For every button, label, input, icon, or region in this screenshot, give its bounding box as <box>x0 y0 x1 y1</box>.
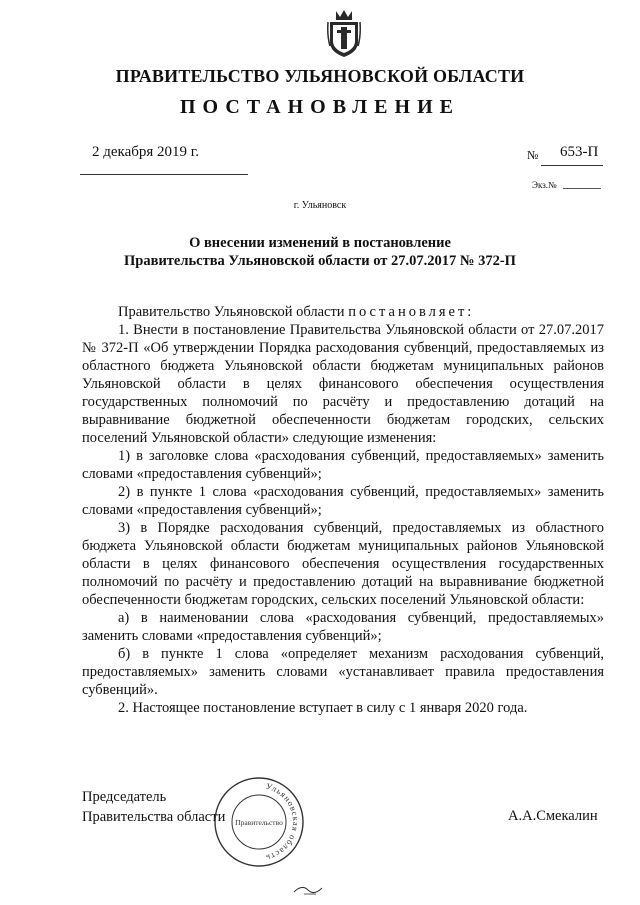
number-sign: № <box>527 148 539 162</box>
copy-number-underline <box>563 188 601 189</box>
position-line-1: Председатель <box>82 789 167 805</box>
paragraph-1: 1. Внести в постановление Правительства Ульяновской области от 27.07.2017 № 372-П «Об утверждении Порядка расходования субвенций, предоставляемых из областного бюджета Ульяновской области бюджетам муниципальных районов Ульяновской области в целях финансового обеспечения осуществления государственных полномочий по расчёту и предоставлению дотаций на выравнивание бюджетной обеспеченности бюджетам городских, сельских поселений Ульяновской области» следующие изменения: <box>82 322 604 446</box>
intro-spaced-word: постановляет: <box>348 304 475 320</box>
official-seal-stamp <box>213 776 305 868</box>
copy-number-label: Экз.№ <box>532 180 557 190</box>
svg-text:Ульяновская область: Ульяновская область <box>264 780 302 864</box>
paragraph-1-3-b: б) в пункте 1 слова «определяет механизм расходования субвенций, предоставляемых» заменить словами «устанавливает правила предоставления субвенций». <box>82 646 604 698</box>
paragraph-1-2: 2) в пункте 1 слова «расходования субвенций, предоставляемых» заменить словами «предоставления субвенций»; <box>82 484 604 518</box>
document-date: 2 декабря 2019 г. <box>92 144 199 160</box>
date-underline <box>80 174 248 175</box>
paragraph-1-3-a: а) в наименовании слова «расходования субвенций, предоставляемых» заменить словами «предоставления субвенций»; <box>82 610 604 644</box>
paragraph-1-1: 1) в заголовке слова «расходования субвенций, предоставляемых» заменить словами «предоставления субвенций»; <box>82 448 604 482</box>
intro-paragraph <box>82 303 604 321</box>
city: г. Ульяновск <box>293 200 347 211</box>
position-line-2: Правительства области <box>82 809 226 825</box>
svg-text:Правительство: Правительство <box>235 818 283 827</box>
document-title <box>0 234 640 270</box>
coat-of-arms-icon <box>327 8 361 58</box>
title-line-1: О внесении изменений в постановление <box>189 235 451 251</box>
signatory-position <box>82 787 225 827</box>
intro-prefix: Правительство Ульяновской области <box>118 304 349 320</box>
signatory-name: А.А.Смекалин <box>508 808 598 824</box>
paragraph-2: 2. Настоящее постановление вступает в силу с 1 января 2020 года. <box>118 700 528 716</box>
number-underline <box>541 165 603 166</box>
document-type-heading: ПОСТАНОВЛЕНИЕ <box>180 96 460 118</box>
document-body <box>82 303 604 717</box>
paragraph-1-3: 3) в Порядке расходования субвенций, предоставляемых из областного бюджета Ульяновской области бюджетам муниципальных районов Ульяновской области в целях финансового обеспечения осуществления государственных полномочий по расчёту и предоставлению дотаций на выравнивание бюджетной обеспеченности бюджетам городских, сельских поселений Ульяновской области: <box>82 520 604 608</box>
document-number: 653-П <box>560 144 599 160</box>
decorative-mark <box>290 880 330 896</box>
organization-heading: ПРАВИТЕЛЬСТВО УЛЬЯНОВСКОЙ ОБЛАСТИ <box>115 66 525 86</box>
title-line-2: Правительства Ульяновской области от 27.07.2017 № 372-П <box>124 253 516 269</box>
